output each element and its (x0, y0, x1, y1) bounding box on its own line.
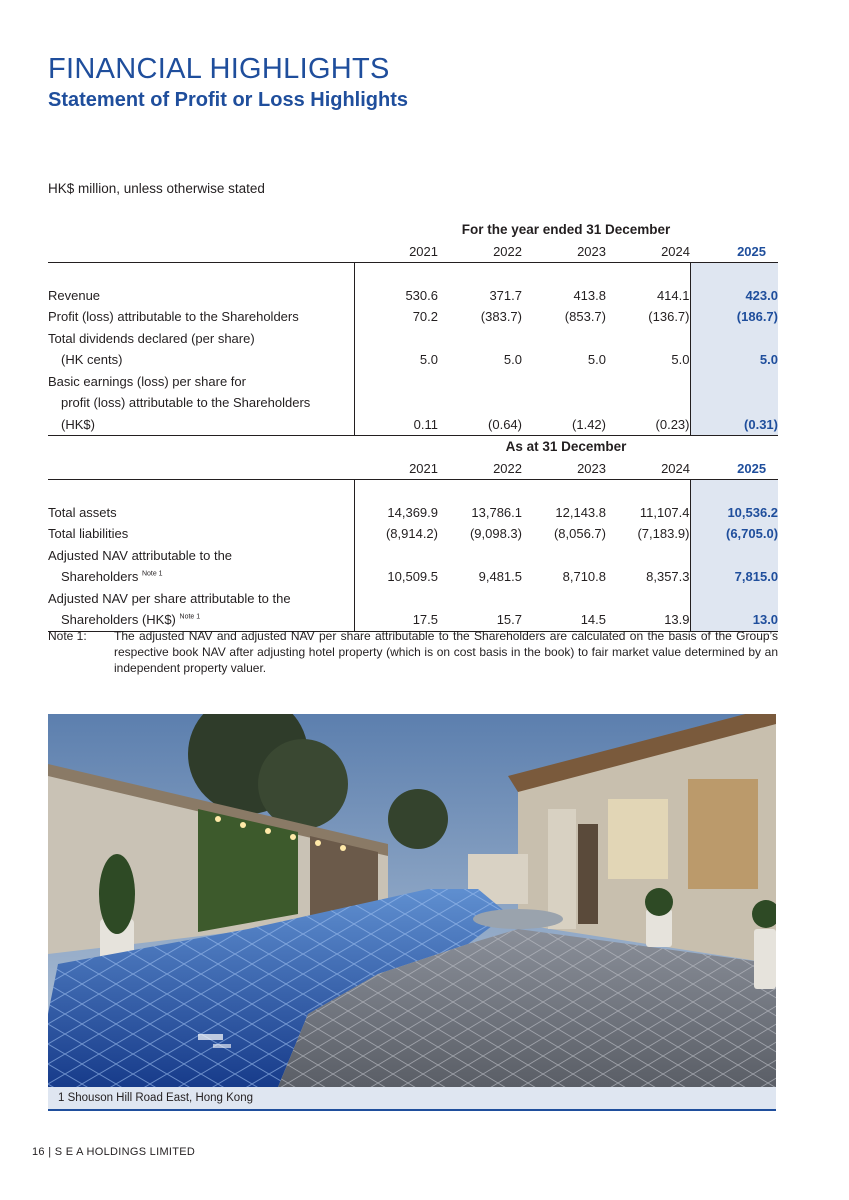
table-row (48, 285, 778, 307)
unit-note: HK$ million, unless otherwise stated (48, 181, 265, 196)
cell: 414.1 (656, 287, 690, 303)
cell-current: (6,705.0) (690, 523, 778, 545)
financial-position-table (48, 436, 778, 632)
cell-current: 13.0 (690, 609, 778, 631)
year-header-current: 2025 (690, 458, 778, 480)
table-row (48, 588, 778, 610)
row-label: Shareholders $^{Note 1}$ (61, 569, 163, 584)
photo-caption: 1 Shouson Hill Road East, Hong Kong (48, 1087, 776, 1109)
cell: 13,786.1 (471, 504, 522, 520)
cell: (136.7) (648, 309, 690, 324)
row-label: Revenue (48, 287, 101, 303)
cell: 9,481.5 (478, 569, 522, 584)
cell: 5.0 (503, 352, 522, 367)
cell: 8,710.8 (562, 569, 606, 584)
footnote-text: The adjusted NAV and adjusted NAV per share attributable to the Shareholders are calculated on the basis of the Group’s respective book NAV after adjusting hotel property (which is on cost basis in the book) to fair market value determined by an independent property valuer. (114, 629, 778, 675)
property-photo (48, 714, 776, 1087)
period-header: For the year ended 31 December (461, 222, 671, 237)
cell-current: (0.31) (690, 414, 778, 436)
year-header: 2021 (354, 458, 438, 480)
cell: (853.7) (564, 309, 606, 324)
table-row (48, 502, 778, 524)
row-label: Profit (loss) attributable to the Shareholders (48, 309, 299, 324)
table-row (48, 328, 778, 350)
cell-current: 5.0 (690, 349, 778, 371)
table-row (48, 392, 778, 414)
period-header: As at 31 December (505, 439, 627, 454)
cell: 5.0 (354, 349, 438, 371)
cell: 17.5 (354, 609, 438, 631)
cell: (9,098.3) (469, 526, 522, 541)
row-label: Total liabilities (48, 526, 129, 541)
cell: 15.7 (438, 609, 522, 631)
cell-current: (186.7) (690, 306, 778, 328)
tree-canopy (388, 789, 448, 849)
table-row (48, 306, 778, 328)
topiary (99, 854, 135, 934)
footnote-label: Note 1: (48, 629, 87, 643)
cell: 530.6 (354, 285, 438, 307)
table-row (48, 371, 778, 393)
year-header: 2024 (606, 458, 690, 480)
page-subtitle: Statement of Profit or Loss Highlights (48, 89, 409, 111)
cell: (8,056.7) (553, 526, 606, 541)
cell: 8,357.3 (646, 569, 690, 584)
cell: 5.0 (671, 352, 690, 367)
table-row (48, 414, 778, 436)
cell: 70.2 (354, 306, 438, 328)
year-header: 2023 (522, 458, 606, 480)
table-row (48, 523, 778, 545)
cell: 11,107.4 (639, 504, 690, 520)
row-label: (HK cents) (61, 352, 123, 367)
row-label: Adjusted NAV attributable to the (48, 547, 233, 563)
cell: 10,509.5 (354, 566, 438, 588)
page-footer: 16 | S E A HOLDINGS LIMITED (32, 1146, 196, 1158)
profit-loss-table (48, 219, 778, 436)
table-row (48, 566, 778, 588)
cell: (8,914.2) (354, 523, 438, 545)
cell: 0.11 (354, 414, 438, 436)
tree-canopy (258, 739, 348, 829)
row-label: Adjusted NAV per share attributable to the (48, 590, 291, 606)
cell: 413.8 (573, 287, 606, 303)
table-row (48, 349, 778, 371)
table-row (48, 545, 778, 567)
footnote (48, 628, 778, 676)
year-header: 2021 (354, 241, 438, 263)
row-label: Basic earnings (loss) per share for (48, 373, 246, 389)
cell: (383.7) (480, 309, 522, 324)
cell: 12,143.8 (555, 504, 606, 520)
cell: (0.64) (438, 414, 522, 436)
year-header: 2022 (438, 458, 522, 480)
cell: 14.5 (522, 609, 606, 631)
cell: 13.9 (606, 609, 690, 631)
year-header-current: 2025 (690, 241, 778, 263)
note-ref: Note 1 (179, 613, 201, 621)
caption-divider (48, 1109, 776, 1111)
cell: 371.7 (489, 287, 522, 303)
note-ref: Note 1 (141, 570, 163, 578)
cell: (1.42) (522, 414, 606, 436)
cell: 14,369.9 (354, 502, 438, 524)
row-label: (HK$) (48, 414, 354, 436)
page-title: FINANCIAL HIGHLIGHTS (48, 53, 390, 85)
pool-island (473, 909, 563, 929)
row-label: Total dividends declared (per share) (48, 330, 255, 346)
year-header: 2023 (522, 241, 606, 263)
year-header: 2022 (438, 241, 522, 263)
cell: 5.0 (587, 352, 606, 367)
cell-current: 7,815.0 (690, 566, 778, 588)
cell-current: 10,536.2 (690, 502, 778, 524)
row-label: Shareholders (HK$) $^{Note 1}$ (48, 609, 354, 631)
cell: (7,183.9) (637, 526, 690, 541)
row-label: profit (loss) attributable to the Shareholders (61, 395, 311, 410)
year-header: 2024 (606, 241, 690, 263)
row-label: Total assets (48, 504, 117, 520)
cell: (0.23) (606, 414, 690, 436)
cell-current: 423.0 (690, 285, 778, 307)
